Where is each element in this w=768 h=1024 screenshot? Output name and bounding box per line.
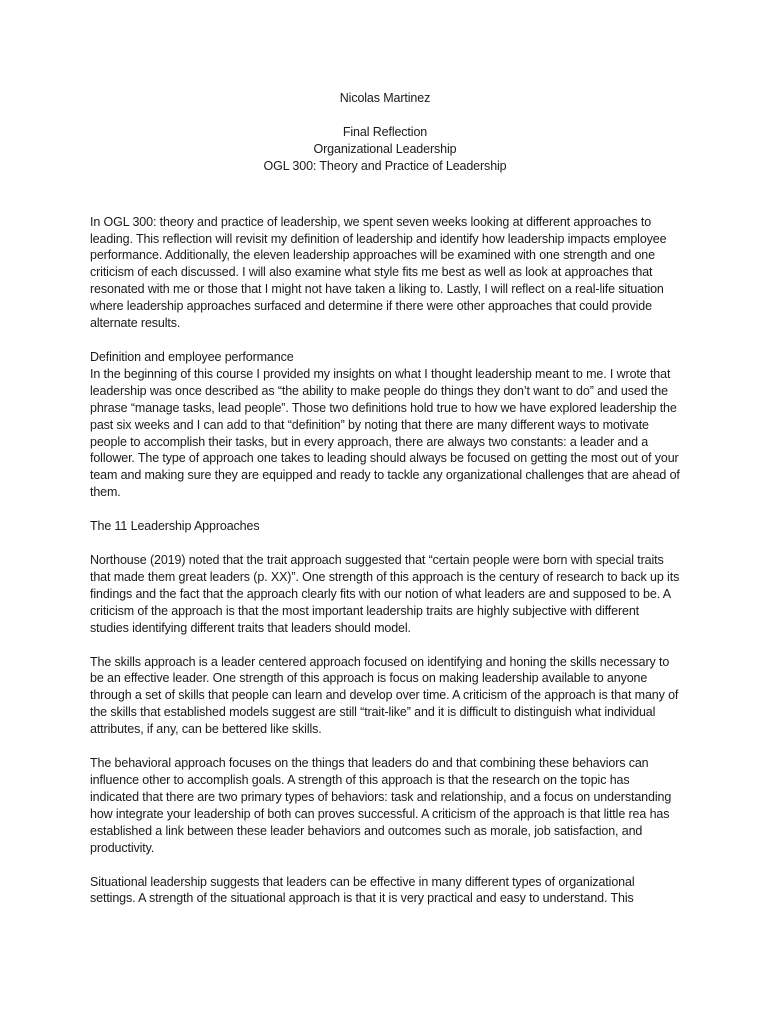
- behavioral-approach-paragraph: The behavioral approach focuses on the things that leaders do and that combining these behaviors can influence other to accomplish goals. A strength of this approach is that the research on the topic has indicated that there are two primary types of behaviors: task and relationship, and a focus on understanding how integrate your leadership of both can proves successful. A criticism of the approach is that little rea has established a link between these leader behaviors and outcomes such as morale, job satisfaction, and productivity.: [90, 756, 672, 855]
- skills-approach-paragraph: The skills approach is a leader centered approach focused on identifying and honing the skills necessary to be an effective leader. One strength of this approach is focus on making leadership available to anyone through a set of skills that people can learn and develop over time. A criticism of the approach is that many of the skills that established models suggest are still “trait-like” and it is difficult to distinguish what individual attributes, if any, can be bettered like skills.: [90, 654, 679, 737]
- title-block: [90, 124, 680, 175]
- title-line-course: OGL 300: Theory and Practice of Leadership: [263, 158, 507, 173]
- trait-approach-paragraph: Northouse (2019) noted that the trait approach suggested that “certain people were born with special traits that made them great leaders (p. XX)”. One strength of this approach is the century of research to back up its findings and the fact that the approach clearly fits with our notion of what leaders are and supposed to be. A criticism of the approach is that the most important leadership traits are highly subjective with different studies identifying different traits that leaders should model.: [90, 553, 680, 635]
- section-heading-definition: Definition and employee performance: [90, 349, 294, 364]
- title-line-subject: Organizational Leadership: [313, 141, 457, 156]
- intro-paragraph: In OGL 300: theory and practice of leadership, we spent seven weeks looking at different approaches to leading. This reflection will revisit my definition of leadership and identify how leadership impacts employee performance. Additionally, the eleven leadership approaches will be examined with one strength and one criticism of each discussed. I will also examine what style fits me best as well as look at approaches that resonated with me or those that I might not have taken a liking to. Lastly, I will reflect on a real-life situation where leadership approaches surfaced and determine if there were other approaches that could provide alternate results.: [90, 214, 667, 331]
- document-body: [90, 90, 680, 907]
- section-heading-approaches: The 11 Leadership Approaches: [90, 519, 260, 534]
- definition-paragraph: In the beginning of this course I provided my insights on what I thought leadership meant to me. I wrote that leadership was once described as “the ability to make people do things they don’t want to do” and used the phrase “manage tasks, lead people”. Those two definitions hold true to how we have explored leadership the past six weeks and I can add to that “definition” by noting that there are many different ways to motivate people to accomplish their tasks, but in every approach, there are always two constants: a leader and a follower. The type of approach one takes to leading should always be focused on getting the most out of your team and making sure they are equipped and ready to tackle any organizational challenges that are ahead of them.: [90, 366, 680, 500]
- situational-approach-paragraph: Situational leadership suggests that leaders can be effective in many different types of organizational settings. A strength of the situational approach is that it is very practical and easy to understand. This: [90, 874, 635, 906]
- author-name: Nicolas Martinez: [339, 91, 431, 105]
- title-line-reflection: Final Reflection: [342, 124, 428, 139]
